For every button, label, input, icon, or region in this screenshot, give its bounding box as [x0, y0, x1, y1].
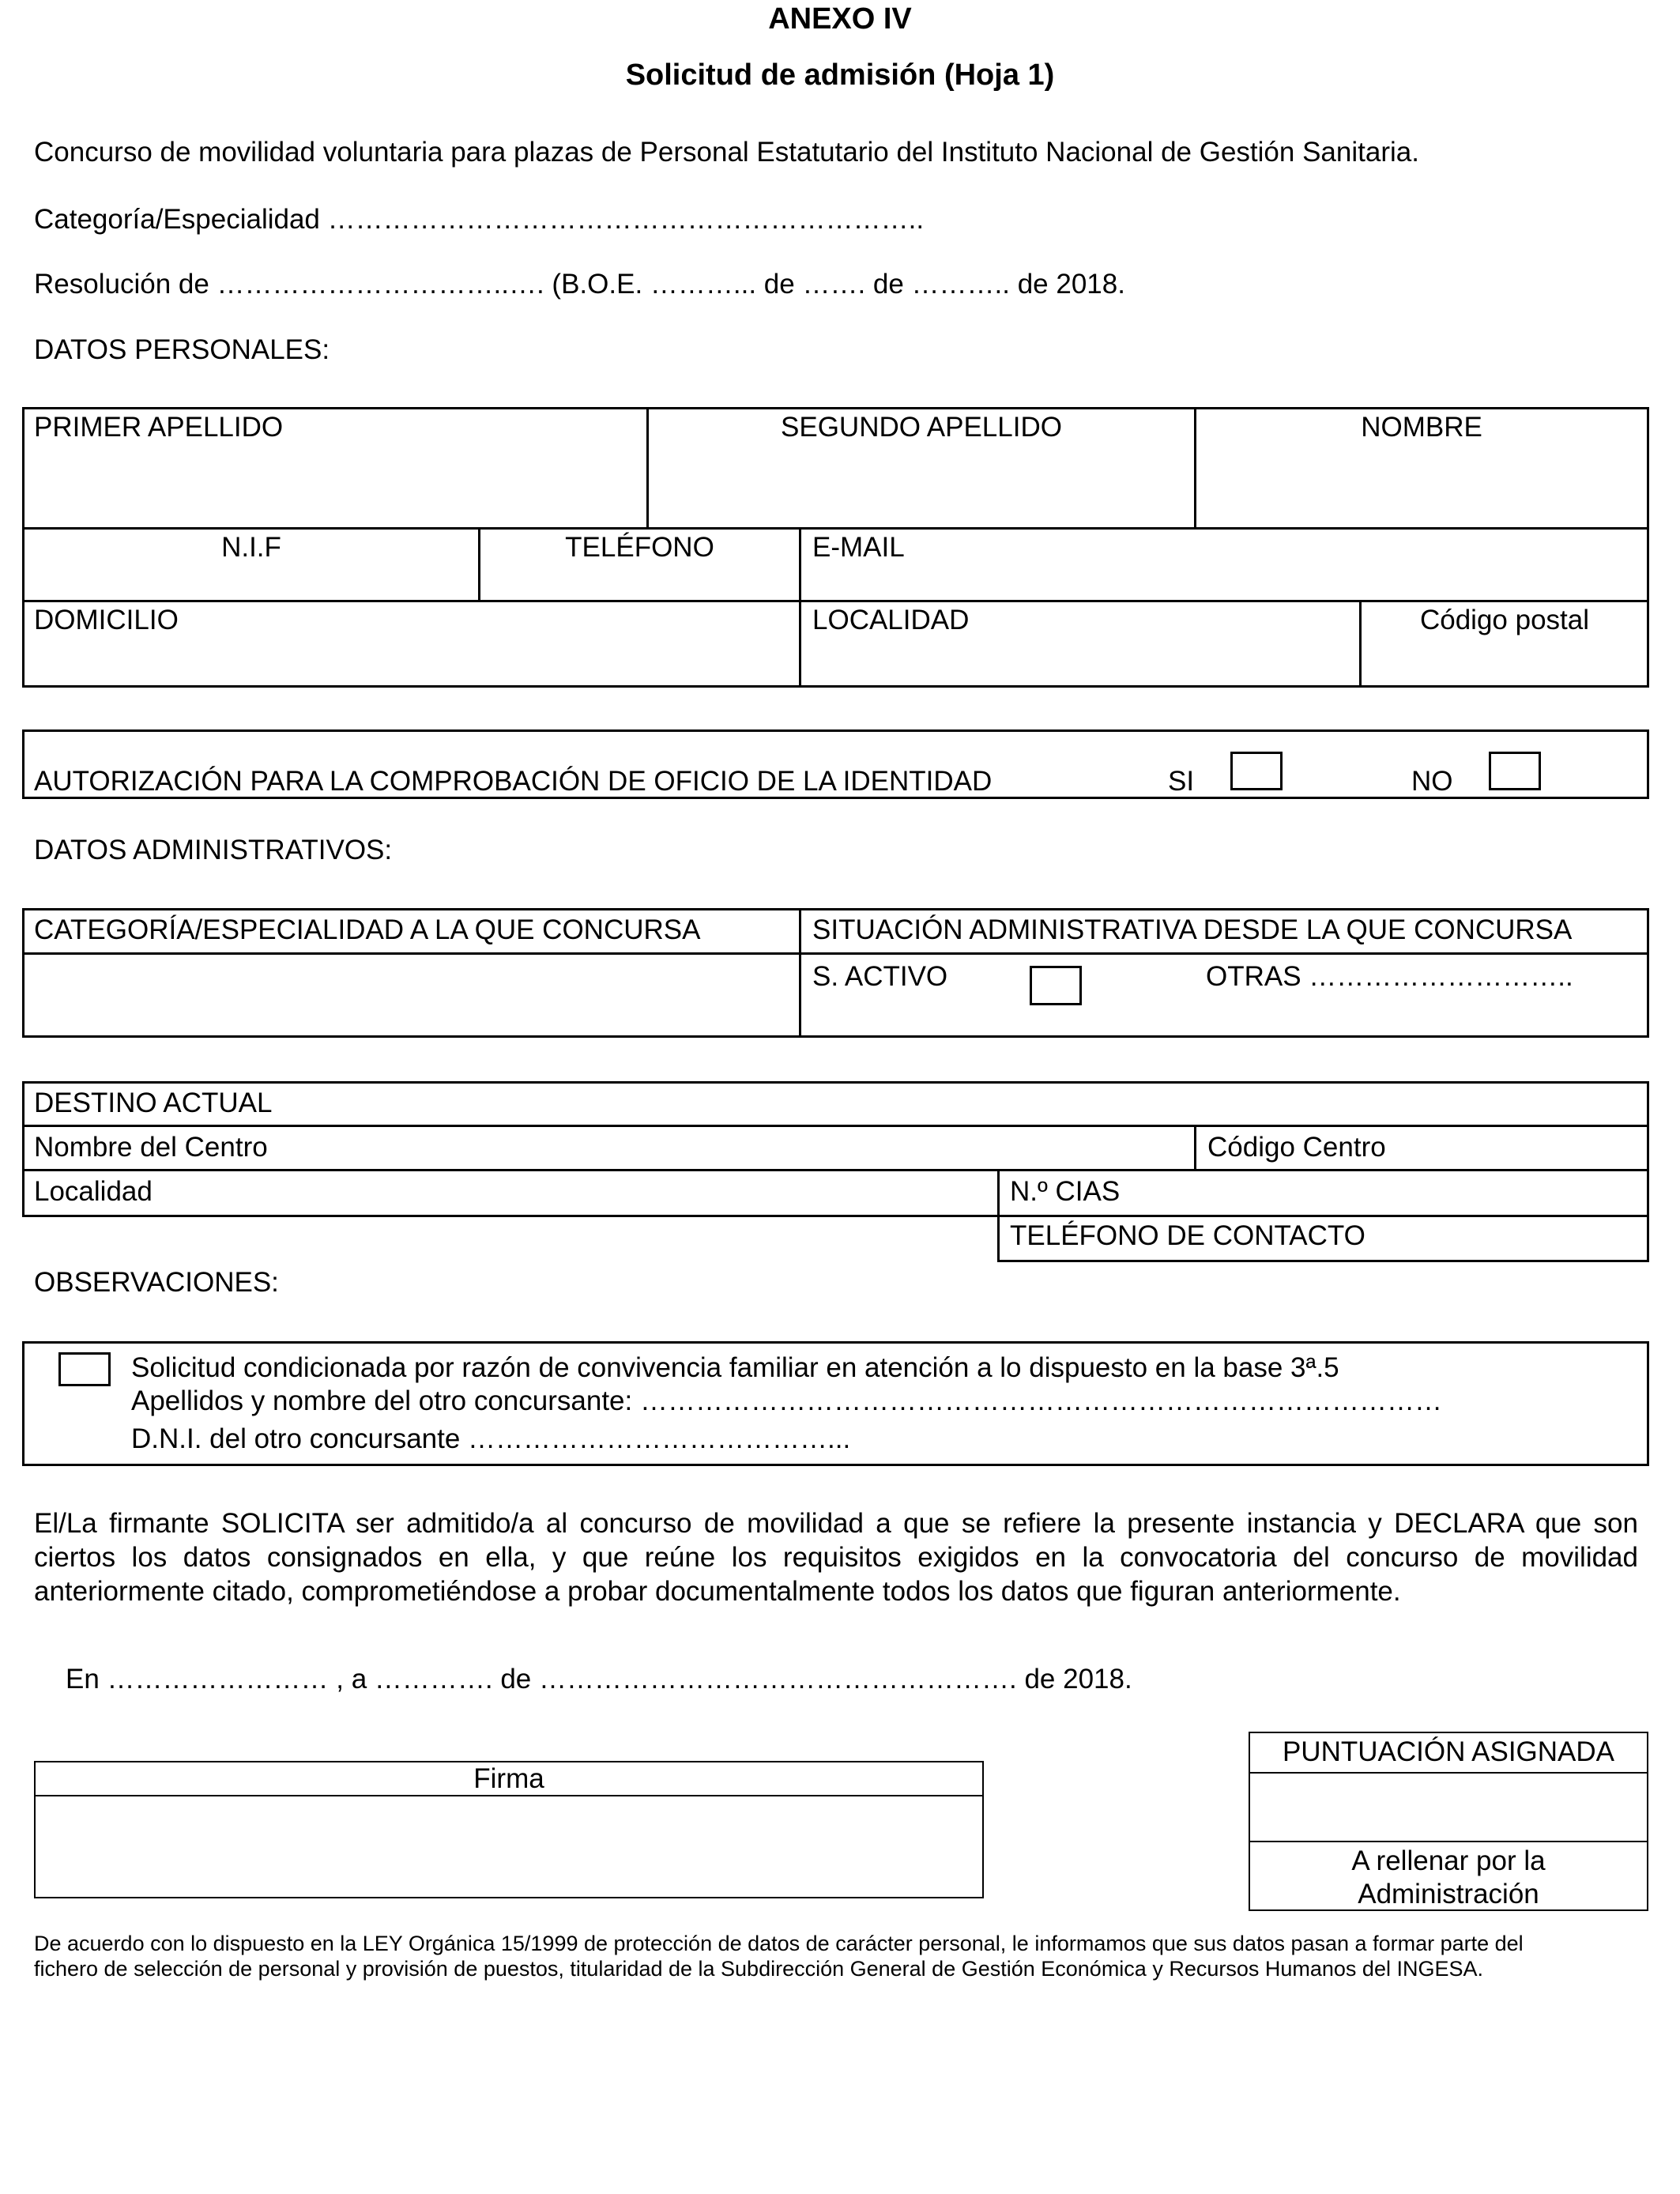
- otro-concursante-nombre-field[interactable]: Apellidos y nombre del otro concursante: ……………………………………………………………………………: [131, 1385, 1442, 1416]
- autorizacion-label: AUTORIZACIÓN PARA LA COMPROBACIÓN DE OFICIO DE LA IDENTIDAD: [34, 766, 993, 797]
- s-activo-label: S. ACTIVO: [812, 961, 948, 992]
- declaracion-line-2: ciertos los datos consignados en ella, y que reúne los requisitos exigidos en la convocatoria del concurso de movilidad: [34, 1542, 1638, 1573]
- concurso-text: Concurso de movilidad voluntaria para plazas de Personal Estatutario del Instituto Nacional de Gestión Sanitaria.: [34, 137, 1419, 168]
- otro-concursante-dni-field[interactable]: D.N.I. del otro concursante …………………………………...: [131, 1423, 851, 1454]
- puntuacion-heading: PUNTUACIÓN ASIGNADA: [1282, 1736, 1615, 1767]
- cias-field[interactable]: N.º CIAS: [1010, 1176, 1121, 1207]
- resolucion-field[interactable]: Resolución de …………………………..…. (B.O.E. ………... de ……. de ……….. de 2018.: [34, 269, 1125, 300]
- page-title: ANEXO IV: [768, 2, 912, 36]
- declaracion-line-1: El/La firmante SOLICITA ser admitido/a al concurso de movilidad a que se refiere la presente instancia y DECLARA que son: [34, 1508, 1638, 1539]
- primer-apellido-field[interactable]: PRIMER APELLIDO: [34, 412, 284, 443]
- nif-field[interactable]: N.I.F: [221, 532, 281, 563]
- observaciones-heading: OBSERVACIONES:: [34, 1267, 279, 1298]
- puntuacion-note-1: A rellenar por la: [1351, 1845, 1546, 1876]
- telefono-contacto-field[interactable]: TELÉFONO DE CONTACTO: [1010, 1220, 1365, 1251]
- email-field[interactable]: E-MAIL: [812, 532, 905, 563]
- autorizacion-no-label: NO: [1411, 766, 1453, 797]
- nombre-field[interactable]: NOMBRE: [1361, 412, 1482, 443]
- declaracion-line-3: anteriormente citado, comprometiéndose a probar documentalmente todos los datos que figuran anteriormente.: [34, 1576, 1401, 1607]
- autorizacion-si-label: SI: [1168, 766, 1195, 797]
- telefono-field[interactable]: TELÉFONO: [565, 532, 714, 563]
- autorizacion-no-checkbox[interactable]: [1489, 752, 1541, 790]
- otras-field[interactable]: OTRAS ………………………..: [1206, 961, 1573, 992]
- datos-administrativos-heading: DATOS ADMINISTRATIVOS:: [34, 835, 393, 865]
- fecha-field[interactable]: En …………………… , a …………. de ……………………………………………. de 2018.: [66, 1664, 1132, 1695]
- declaracion-text: [34, 1506, 1638, 1608]
- domicilio-field[interactable]: DOMICILIO: [34, 605, 179, 635]
- localidad-field[interactable]: LOCALIDAD: [812, 605, 970, 635]
- footer-legal-line-1: De acuerdo con lo dispuesto en la LEY Orgánica 15/1999 de protección de datos de carácter personal, le informamos que sus datos pasan a formar parte del: [34, 1932, 1524, 1955]
- page-subtitle: Solicitud de admisión (Hoja 1): [625, 58, 1055, 92]
- datos-personales-heading: DATOS PERSONALES:: [34, 334, 330, 365]
- codigo-postal-field[interactable]: Código postal: [1419, 605, 1590, 635]
- segundo-apellido-field[interactable]: SEGUNDO APELLIDO: [781, 412, 1062, 443]
- autorizacion-si-checkbox[interactable]: [1230, 752, 1283, 790]
- convivencia-checkbox[interactable]: [58, 1352, 111, 1386]
- firma-label: Firma: [473, 1763, 544, 1794]
- convivencia-label: Solicitud condicionada por razón de convivencia familiar en atención a lo dispuesto en la base 3ª.5: [131, 1352, 1339, 1383]
- footer-legal-line-2: fichero de selección de personal y provisión de puestos, titularidad de la Subdirección General de Gestión Económica y Recursos Humanos del INGESA.: [34, 1957, 1483, 1981]
- destino-actual-heading: DESTINO ACTUAL: [34, 1088, 273, 1118]
- s-activo-checkbox[interactable]: [1030, 966, 1082, 1005]
- categoria-concursa-label: CATEGORÍA/ESPECIALIDAD A LA QUE CONCURSA: [34, 914, 701, 945]
- situacion-label: SITUACIÓN ADMINISTRATIVA DESDE LA QUE CONCURSA: [812, 914, 1573, 945]
- codigo-centro-field[interactable]: Código Centro: [1207, 1132, 1386, 1163]
- destino-localidad-field[interactable]: Localidad: [34, 1176, 153, 1207]
- nombre-centro-field[interactable]: Nombre del Centro: [34, 1132, 268, 1163]
- categoria-field[interactable]: Categoría/Especialidad ………………………………………………………..: [34, 204, 925, 235]
- puntuacion-note-2: Administración: [1358, 1879, 1539, 1909]
